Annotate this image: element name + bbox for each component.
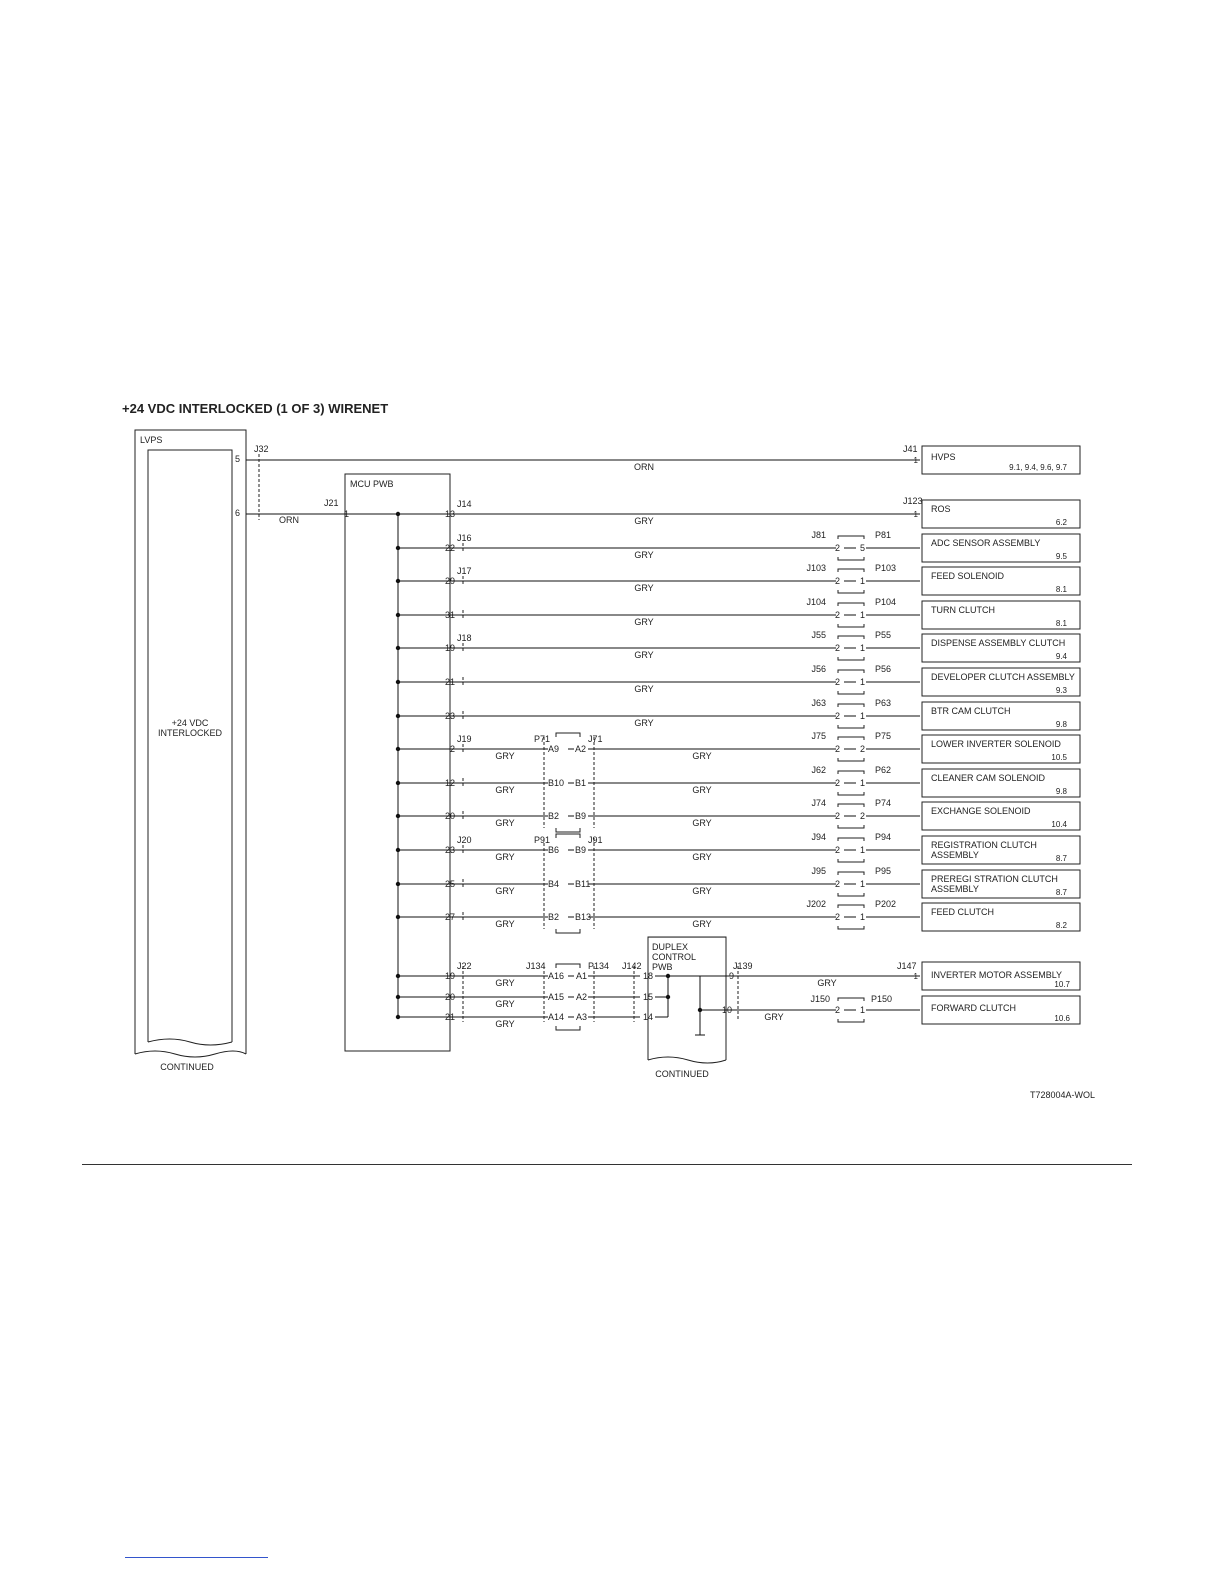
inline-pin-j: 2 — [834, 711, 840, 721]
wire-color: GRY — [495, 852, 515, 862]
lvps-continued-label: CONTINUED — [160, 1062, 214, 1072]
component-ref: 9.5 — [1055, 552, 1067, 561]
inline-connector-bottom — [838, 691, 864, 694]
inline-connector-bottom — [838, 590, 864, 593]
inline-connector-bottom — [838, 557, 864, 560]
wire-color: GRY — [692, 751, 712, 761]
inline-connector-j: J104 — [806, 597, 826, 607]
inline-pin-a: B2 — [548, 811, 560, 821]
component-ref: 9.4 — [1055, 652, 1067, 661]
inline-pin-j: 2 — [834, 610, 840, 620]
component-label: CLEANER CAM SOLENOID — [931, 773, 1046, 783]
j21-label: J21 — [324, 498, 339, 508]
inline-pin-b: B9 — [575, 845, 587, 855]
mcu-pin: 22 — [444, 543, 455, 553]
inline-connector-p: P103 — [875, 563, 897, 573]
j139-pin-10: 10 — [722, 1005, 733, 1015]
inline-pin-a: B10 — [548, 778, 565, 788]
inline-connector-p: P62 — [875, 765, 892, 775]
wire-color: GRY — [495, 978, 515, 988]
inline-pin-p: 1 — [860, 711, 866, 721]
mcu-connector-label: J20 — [457, 835, 472, 845]
j21-pin: 1 — [344, 509, 350, 519]
mid-connector-cap — [556, 929, 580, 933]
j147-label: J147 — [897, 961, 917, 971]
inline-pin-b: A3 — [576, 1012, 588, 1022]
wire-color: GRY — [495, 751, 515, 761]
lvps-inner-edge — [148, 1039, 232, 1045]
inline-connector-p: P74 — [875, 798, 892, 808]
mcu-pin: 29 — [444, 576, 455, 586]
inline-pin-j: 2 — [834, 811, 840, 821]
inline-pin-j: 2 — [834, 845, 840, 855]
inline-connector-j: J56 — [811, 664, 826, 674]
inline-connector-j: J74 — [811, 798, 826, 808]
inline-connector-bottom — [838, 893, 864, 896]
diagram-title-text: +24 VDC INTERLOCKED (1 OF 3) WIRENET — [122, 401, 389, 416]
wire-color: GRY — [817, 978, 837, 988]
j139-label: J139 — [733, 961, 753, 971]
component-label: FEED SOLENOID — [931, 571, 1005, 581]
component-label: REGISTRATION CLUTCH ASSEMBLY — [931, 840, 1037, 860]
inline-jack-label: J91 — [588, 835, 603, 845]
p150-pin: 1 — [860, 1005, 866, 1015]
duplex-label: DUPLEX CONTROL PWB — [652, 942, 697, 972]
wire-color: GRY — [634, 583, 654, 593]
mid-connector-cap — [556, 834, 580, 838]
inline-connector-bottom — [838, 859, 864, 862]
inline-connector-p: P63 — [875, 698, 892, 708]
page-divider — [82, 1164, 1132, 1165]
component-ref: 8.2 — [1055, 921, 1067, 930]
duplex-mid-cap — [556, 964, 580, 968]
figure-id: T728004A-WOL — [1029, 1090, 1095, 1100]
inline-pin-p: 1 — [860, 610, 866, 620]
mcu-pin: 2 — [449, 744, 455, 754]
lvps-pin-5: 5 — [234, 454, 240, 464]
wire-color: GRY — [692, 785, 712, 795]
dest-connector: J123 — [903, 496, 923, 506]
inline-connector-p: P56 — [875, 664, 892, 674]
inline-connector-j: J202 — [806, 899, 826, 909]
duplex-pin: 15 — [642, 992, 653, 1002]
j150-pin: 2 — [834, 1005, 840, 1015]
inline-pin-p: 1 — [860, 643, 866, 653]
inline-connector-top — [838, 872, 864, 875]
inline-connector-j: J63 — [811, 698, 826, 708]
mcu-pin: 23 — [444, 711, 455, 721]
inline-pin-a: B6 — [548, 845, 560, 855]
inline-connector-p: P81 — [875, 530, 892, 540]
inline-pin-a: A16 — [548, 971, 565, 981]
wire-color: GRY — [634, 650, 654, 660]
inline-pin-b: B1 — [575, 778, 587, 788]
inline-connector-top — [838, 737, 864, 740]
component-label: LOWER INVERTER SOLENOID — [931, 739, 1061, 749]
lvps-pin-6: 6 — [234, 508, 240, 518]
inline-pin-b: B11 — [575, 879, 591, 889]
duplex-mid-cap — [556, 1026, 580, 1030]
mcu-pin: 19 — [444, 643, 455, 653]
lvps-box — [135, 430, 246, 1054]
j147-pin: 1 — [913, 972, 918, 981]
inline-connector-bottom — [838, 926, 864, 929]
wire-color: GRY — [634, 617, 654, 627]
hvps-label: HVPS — [931, 452, 956, 462]
wire-color: GRY — [692, 886, 712, 896]
inline-connector-j: J103 — [806, 563, 826, 573]
j32-label: J32 — [254, 444, 269, 454]
forward-clutch-ref: 10.6 — [1054, 1014, 1070, 1023]
inline-connector-top — [838, 569, 864, 572]
lvps-mcu-wire-color: ORN — [279, 515, 299, 525]
inline-connector-bottom — [838, 1019, 864, 1022]
inline-pin-a: B2 — [548, 912, 560, 922]
inline-connector-p: P94 — [875, 832, 892, 842]
component-label: EXCHANGE SOLENOID — [931, 806, 1031, 816]
lvps-inner-box — [148, 450, 232, 1042]
inline-connector-j: J95 — [811, 866, 826, 876]
inline-pin-p: 1 — [860, 778, 866, 788]
wire-color: GRY — [495, 818, 515, 828]
component-label: BTR CAM CLUTCH — [931, 706, 1011, 716]
component-ref: 10.5 — [1051, 753, 1067, 762]
inline-pin-a: A15 — [548, 992, 565, 1002]
lvps-inner-label: +24 VDC INTERLOCKED — [157, 718, 223, 738]
inline-connector-j: J75 — [811, 731, 826, 741]
inline-connector-p: P95 — [875, 866, 892, 876]
j41-pin: 1 — [913, 456, 918, 465]
inline-pin-b: B9 — [575, 811, 587, 821]
mcu-label: MCU PWB — [350, 479, 394, 489]
component-label: PREREGI STRATION CLUTCH ASSEMBLY — [931, 874, 1058, 894]
inline-connector-p: P55 — [875, 630, 892, 640]
mcu-pin: 12 — [444, 778, 455, 788]
inline-jack-label: J71 — [588, 734, 603, 744]
wire-color: GRY — [495, 886, 515, 896]
component-ref: 9.3 — [1055, 686, 1067, 695]
p150-label: P150 — [871, 994, 893, 1004]
inline-pin-j: 2 — [834, 677, 840, 687]
component-label: ADC SENSOR ASSEMBLY — [931, 538, 1041, 548]
inline-pin-a: B4 — [548, 879, 560, 889]
duplex-continued-label: CONTINUED — [655, 1069, 709, 1079]
wire-color: GRY — [634, 516, 654, 526]
inline-connector-bottom — [838, 725, 864, 728]
component-label: DEVELOPER CLUTCH ASSEMBLY — [931, 672, 1075, 682]
wire-color: GRY — [764, 1012, 784, 1022]
wire-color: GRY — [634, 718, 654, 728]
inline-pin-j: 2 — [834, 879, 840, 889]
inline-connector-p: P104 — [875, 597, 897, 607]
wire-color: GRY — [634, 684, 654, 694]
mcu-pin: 25 — [444, 879, 455, 889]
component-ref: 8.1 — [1055, 585, 1067, 594]
inline-pin-j: 2 — [834, 643, 840, 653]
mcu-pin: 27 — [444, 912, 455, 922]
inverter-motor-ref: 10.7 — [1054, 980, 1070, 989]
mcu-connector-label: J16 — [457, 533, 472, 543]
duplex-pin: 18 — [642, 971, 653, 981]
inline-connector-bottom — [838, 792, 864, 795]
inline-connector-top — [838, 536, 864, 539]
junction-dot — [698, 1008, 702, 1012]
inline-connector-top — [838, 905, 864, 908]
inline-pin-j: 2 — [834, 543, 840, 553]
inline-connector-bottom — [838, 758, 864, 761]
inline-connector-top — [838, 804, 864, 807]
inline-pin-b: A1 — [576, 971, 588, 981]
inline-connector-top — [838, 704, 864, 707]
wire-color: GRY — [692, 818, 712, 828]
inline-pin-b: A2 — [576, 992, 588, 1002]
component-ref: 8.7 — [1055, 854, 1067, 863]
lvps-label: LVPS — [140, 435, 163, 445]
mid-connector-cap — [556, 733, 580, 737]
inline-connector-top — [838, 603, 864, 606]
inline-pin-p: 1 — [860, 879, 866, 889]
inline-connector-j: J55 — [811, 630, 826, 640]
inline-connector-top — [838, 771, 864, 774]
mcu-pin: 20 — [444, 992, 455, 1002]
inverter-motor-label: INVERTER MOTOR ASSEMBLY — [931, 970, 1063, 980]
inline-connector-top — [838, 998, 864, 1001]
wire-color: GRY — [692, 852, 712, 862]
mcu-pin: 23 — [444, 845, 455, 855]
inline-connector-top — [838, 636, 864, 639]
inline-connector-j: J62 — [811, 765, 826, 775]
duplex-connector-label: J142 — [622, 961, 642, 971]
duplex-continued-edge — [648, 1057, 726, 1063]
junction-dot — [666, 995, 670, 999]
inline-pin-b: A2 — [575, 744, 587, 754]
mcu-pin: 20 — [444, 811, 455, 821]
mcu-pin: 21 — [444, 1012, 455, 1022]
inline-jack-label: P134 — [588, 961, 610, 971]
j139-pin-9: 9 — [729, 971, 735, 981]
component-ref: 6.2 — [1055, 518, 1067, 527]
inline-pin-a: A14 — [548, 1012, 565, 1022]
inline-pin-j: 2 — [834, 744, 840, 754]
mcu-connector-label: J17 — [457, 566, 472, 576]
inline-connector-j: J81 — [811, 530, 826, 540]
wire-color: GRY — [495, 999, 515, 1009]
inline-pin-p: 1 — [860, 576, 866, 586]
inline-pin-j: 2 — [834, 576, 840, 586]
inline-plug-label: P91 — [534, 835, 551, 845]
inline-connector-top — [838, 838, 864, 841]
hvps-wire-color: ORN — [634, 462, 654, 472]
mcu-pin: 13 — [444, 509, 455, 519]
inline-connector-bottom — [838, 624, 864, 627]
j41-label: J41 — [903, 444, 918, 454]
hvps-ref: 9.1, 9.4, 9.6, 9.7 — [1009, 463, 1067, 472]
inline-connector-j: J94 — [811, 832, 826, 842]
inline-pin-p: 1 — [860, 845, 866, 855]
mcu-connector-label: J18 — [457, 633, 472, 643]
inline-pin-j: 2 — [834, 778, 840, 788]
forward-clutch-label: FORWARD CLUTCH — [931, 1003, 1016, 1013]
wire-color: GRY — [495, 919, 515, 929]
inline-pin-p: 2 — [860, 811, 866, 821]
inline-connector-bottom — [838, 657, 864, 660]
footer-link-underline[interactable] — [125, 1557, 268, 1558]
mcu-pin: 19 — [444, 971, 455, 981]
mcu-pin: 31 — [444, 610, 455, 620]
dest-pin: 1 — [913, 510, 918, 519]
inline-connector-p: P202 — [875, 899, 897, 909]
component-label: ROS — [931, 504, 951, 514]
inline-pin-p: 1 — [860, 912, 866, 922]
component-label: FEED CLUTCH — [931, 907, 995, 917]
inline-connector-p: P75 — [875, 731, 892, 741]
inline-pin-p: 5 — [860, 543, 866, 553]
inline-pin-j: 2 — [834, 912, 840, 922]
j150-label: J150 — [810, 994, 830, 1004]
inline-plug-label: J134 — [526, 961, 546, 971]
mcu-pin: 21 — [444, 677, 455, 687]
lvps-continued-edge — [135, 1051, 246, 1057]
inline-pin-b: B13 — [575, 912, 592, 922]
component-ref: 9.8 — [1055, 720, 1067, 729]
inline-connector-top — [838, 670, 864, 673]
inline-pin-p: 2 — [860, 744, 866, 754]
mcu-connector-label: J14 — [457, 499, 472, 509]
wire-color: GRY — [634, 550, 654, 560]
mid-connector-cap — [556, 828, 580, 832]
inline-pin-a: A9 — [548, 744, 560, 754]
inline-plug-label: P71 — [534, 734, 551, 744]
mcu-connector-label: J22 — [457, 961, 472, 971]
component-label: DISPENSE ASSEMBLY CLUTCH — [931, 638, 1066, 648]
wire-color: GRY — [692, 919, 712, 929]
mcu-connector-label: J19 — [457, 734, 472, 744]
duplex-pin: 14 — [642, 1012, 653, 1022]
component-ref: 8.7 — [1055, 888, 1067, 897]
component-label: TURN CLUTCH — [931, 605, 995, 615]
component-ref: 8.1 — [1055, 619, 1067, 628]
wire-color: GRY — [495, 1019, 515, 1029]
component-ref: 10.4 — [1051, 820, 1067, 829]
component-ref: 9.8 — [1055, 787, 1067, 796]
wire-color: GRY — [495, 785, 515, 795]
inline-pin-p: 1 — [860, 677, 866, 687]
inline-connector-bottom — [838, 825, 864, 828]
